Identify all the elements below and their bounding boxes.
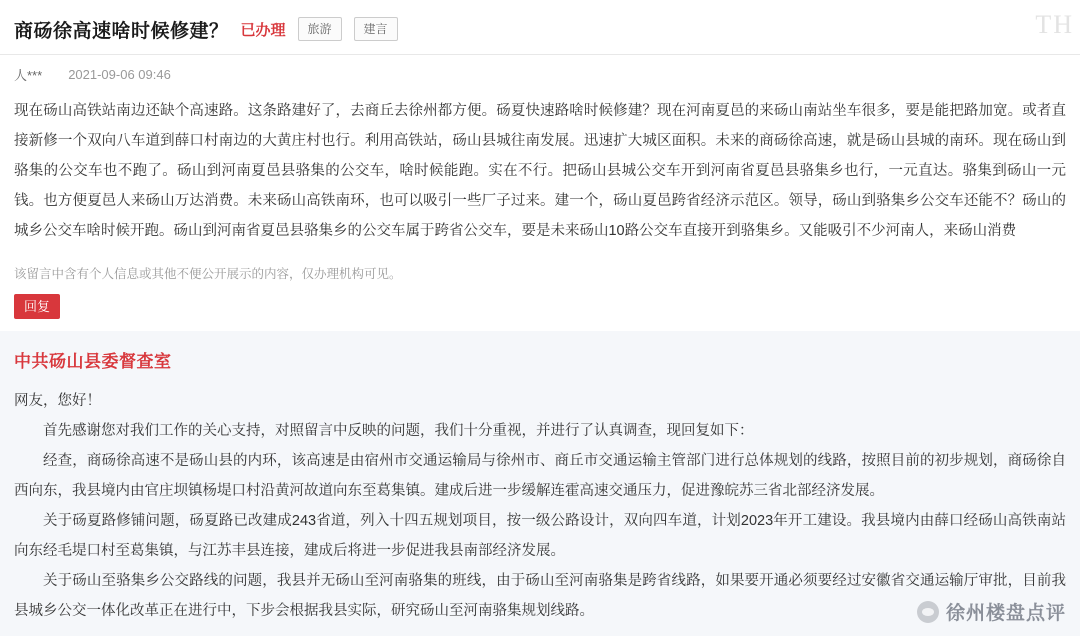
watermark-top-right: TH [1035,10,1074,39]
tag-travel[interactable]: 旅游 [298,17,342,41]
watermark-text: 徐州楼盘点评 [945,603,1066,624]
reply-paragraph: 经查，商砀徐高速不是砀山县的内环，该高速是由宿州市交通运输局与徐州市、商丘市交通运输主管部门进行总体规划的线路，按照目前的初步规划，商砀徐自西向东，我县境内由官庄坝镇杨堤口村沿黄河故道向东至葛集镇。建成后进一步缓解连霍高速交通压力，促进豫皖苏三省北部经济发展。 [14,453,1066,499]
reply-paragraph: 关于砀山至骆集乡公交路线的问题，我县并无砀山至河南骆集的班线，由于砀山至河南骆集是跨省线路，如果要开通必须要经过安徽省交通运输厅审批，目前我县城乡公交一体化改革正在进行中，下步会根据我县实际，研究砀山至河南骆集规划线路。 [14,573,1066,619]
post-datetime: 2021-09-06 09:46 [68,67,171,82]
reply-button-container [0,284,1080,319]
reply-organization: 中共砀山县委督查室 [14,352,172,371]
reply-paragraph: 首先感谢您对我们工作的关心支持，对照留言中反映的问题，我们十分重视，并进行了认真调查，现回复如下： [43,423,754,439]
post-author: 人*** [14,68,43,83]
status-badge: 已办理 [240,21,286,39]
reply-body [14,386,1066,626]
post-body-text: 现在砀山高铁站南边还缺个高速路。这条路建好了，去商丘去徐州都方便。砀夏快速路啥时候修建？现在河南夏邑的来砀山南站坐车很多，要是能把路加宽。或者直接新修一个双向八车道到薛口村南边的大黄庄村也行。利用高铁站，砀山县城往南发展。迅速扩大城区面积。未来的商砀徐高速，就是砀山县城的南环。现在砀山到骆集的公交车也不跑了。砀山到河南夏邑县骆集的公交车，啥时候能跑。实在不行。把砀山县城公交车开到河南省夏邑县骆集乡也行，一元直达。骆集到砀山一元钱。也方便夏邑人来砀山万达消费。未来砀山高铁南环，也可以吸引一些厂子过来。建一个，砀山夏邑跨省经济示范区。领导，砀山到骆集乡公交车还能不？砀山的城乡公交车啥时候开跑。砀山到河南省夏邑县骆集乡的公交车属于跨省公交车，要是未来砀山10路公交车直接开到骆集乡。又能吸引不少河南人，来砀山消费 [14,103,1066,239]
privacy-notice: 该留言中含有个人信息或其他不便公开展示的内容，仅办理机构可见。 [14,267,402,281]
official-reply-panel [0,331,1080,636]
reply-button[interactable]: 回复 [14,294,60,319]
reply-paragraph: 关于砀夏路修铺问题，砀夏路已改建成243省道，列入十四五规划项目，按一级公路设计，双向四车道，计划2023年开工建设。我县境内由薛口经砀山高铁南站向东经毛堤口村至葛集镇，与江苏丰县连接，建成后将进一步促进我县南部经济发展。 [14,513,1066,559]
post-meta [0,55,1080,90]
reply-paragraph: 网友，您好！ [14,393,101,409]
post-content [0,90,1080,246]
post-header [0,0,1080,55]
tag-suggestion[interactable]: 建言 [354,17,398,41]
page-title: 商砀徐高速啥时候修建？ [14,20,229,42]
